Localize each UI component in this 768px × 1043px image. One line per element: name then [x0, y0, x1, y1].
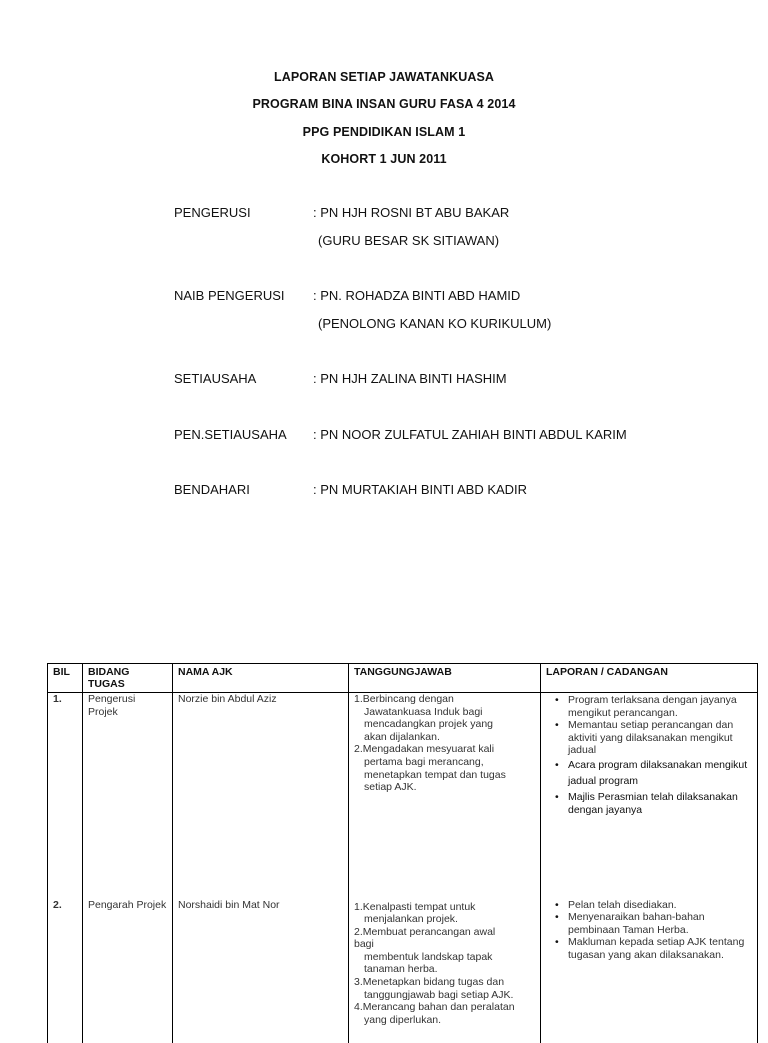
- bendahari-label: BENDAHARI: [174, 482, 250, 497]
- pengerusi-value: : PN HJH ROSNI BT ABU BAKAR: [313, 205, 510, 220]
- header-tanggungjawab: TANGGUNGJAWAB: [349, 664, 541, 693]
- setiausaha-label: SETIAUSAHA: [174, 371, 257, 386]
- report-item: • Pelan telah disediakan.: [568, 899, 752, 912]
- naib-pengerusi-value: : PN. ROHADZA BINTI ABD HAMID: [313, 288, 521, 303]
- duty-item: 1.Berbincang dengan: [354, 693, 454, 705]
- duty-item: 3.Menetapkan bidang tugas dan: [354, 976, 505, 989]
- duty-item: 2.Membuat perancangan awal: [354, 925, 496, 938]
- duty-item: 2.Mengadakan mesyuarat kali: [354, 743, 495, 756]
- report-title: LAPORAN SETIAP JAWATANKUASA: [273, 70, 495, 84]
- row-bidang-tugas: Pengerusi Projek: [83, 693, 173, 893]
- pengerusi-label: PENGERUSI: [174, 205, 251, 220]
- program-title: PROGRAM BINA INSAN GURU FASA 4 2014: [252, 97, 516, 111]
- duty-line: pertama bagi merancang,: [364, 755, 484, 768]
- header-laporan-cadangan: LAPORAN / CADANGAN: [541, 664, 758, 693]
- cohort-title: KOHORT 1 JUN 2011: [321, 152, 447, 166]
- table-row: [48, 693, 758, 893]
- pen-setiausaha-value: : PN NOOR ZULFATUL ZAHIAH BINTI ABDUL KARIM: [313, 427, 627, 442]
- duty-line: tanaman herba.: [364, 963, 438, 976]
- duty-line: setiap AJK.: [364, 781, 417, 794]
- duty-line: mencadangkan projek yang: [364, 718, 494, 731]
- bendahari-value: : PN MURTAKIAH BINTI ABD KADIR: [313, 482, 528, 497]
- report-item: • Memantau setiap perancangan dan aktiviti yang dilaksanakan mengikut jadual: [568, 719, 752, 757]
- duty-line: tanggungjawab bagi setiap AJK.: [364, 988, 514, 1001]
- pengerusi-note: (GURU BESAR SK SITIAWAN): [318, 233, 500, 248]
- duty-line: bagi: [354, 938, 374, 951]
- report-item: • Makluman kepada setiap AJK tentang tugasan yang akan dilaksanakan.: [568, 936, 752, 961]
- row-bil: 1.: [48, 693, 83, 893]
- table-header-row: [48, 664, 758, 693]
- duty-line: membentuk landskap tapak: [364, 950, 493, 963]
- row-bil: 2.: [48, 893, 83, 1043]
- table-row: [48, 893, 758, 1043]
- report-item: • Menyenaraikan bahan-bahan pembinaan Taman Herba.: [568, 911, 752, 936]
- row-nama-ajk: Norshaidi bin Mat Nor: [173, 893, 349, 1043]
- row-laporan: [541, 893, 758, 1043]
- row-tanggungjawab: [349, 693, 541, 893]
- duty-item: 1.Kenalpasti tempat untuk: [354, 900, 476, 913]
- report-item: • Acara program dilaksanakan mengikut jadual program: [568, 757, 752, 789]
- committee-table: [47, 663, 758, 1043]
- row-laporan: [541, 693, 758, 893]
- header-bidang-tugas: BIDANG TUGAS: [83, 664, 173, 693]
- header-nama-ajk: NAMA AJK: [173, 664, 349, 693]
- report-item: • Program terlaksana dengan jayanya mengikut perancangan.: [568, 694, 752, 719]
- duty-item: 4.Merancang bahan dan peralatan: [354, 1001, 515, 1014]
- duty-line: menjalankan projek.: [364, 913, 458, 926]
- row-nama-ajk: Norzie bin Abdul Aziz: [173, 693, 349, 893]
- row-tanggungjawab: [349, 893, 541, 1043]
- duty-line: akan dijalankan.: [364, 730, 440, 743]
- duty-line: menetapkan tempat dan tugas: [364, 768, 506, 781]
- naib-pengerusi-label: NAIB PENGERUSI: [174, 288, 285, 303]
- naib-pengerusi-note: (PENOLONG KANAN KO KURIKULUM): [318, 316, 552, 331]
- report-item: • Majlis Perasmian telah dilaksanakan dengan jayanya: [568, 791, 752, 817]
- duty-line: yang diperlukan.: [364, 1013, 442, 1026]
- pen-setiausaha-label: PEN.SETIAUSAHA: [174, 427, 287, 442]
- row-bidang-tugas: Pengarah Projek: [83, 893, 173, 1043]
- header-bil: BIL: [48, 664, 83, 693]
- course-title: PPG PENDIDIKAN ISLAM 1: [302, 125, 466, 139]
- duty-line: Jawatankuasa Induk bagi: [364, 705, 483, 718]
- setiausaha-value: : PN HJH ZALINA BINTI HASHIM: [313, 371, 507, 386]
